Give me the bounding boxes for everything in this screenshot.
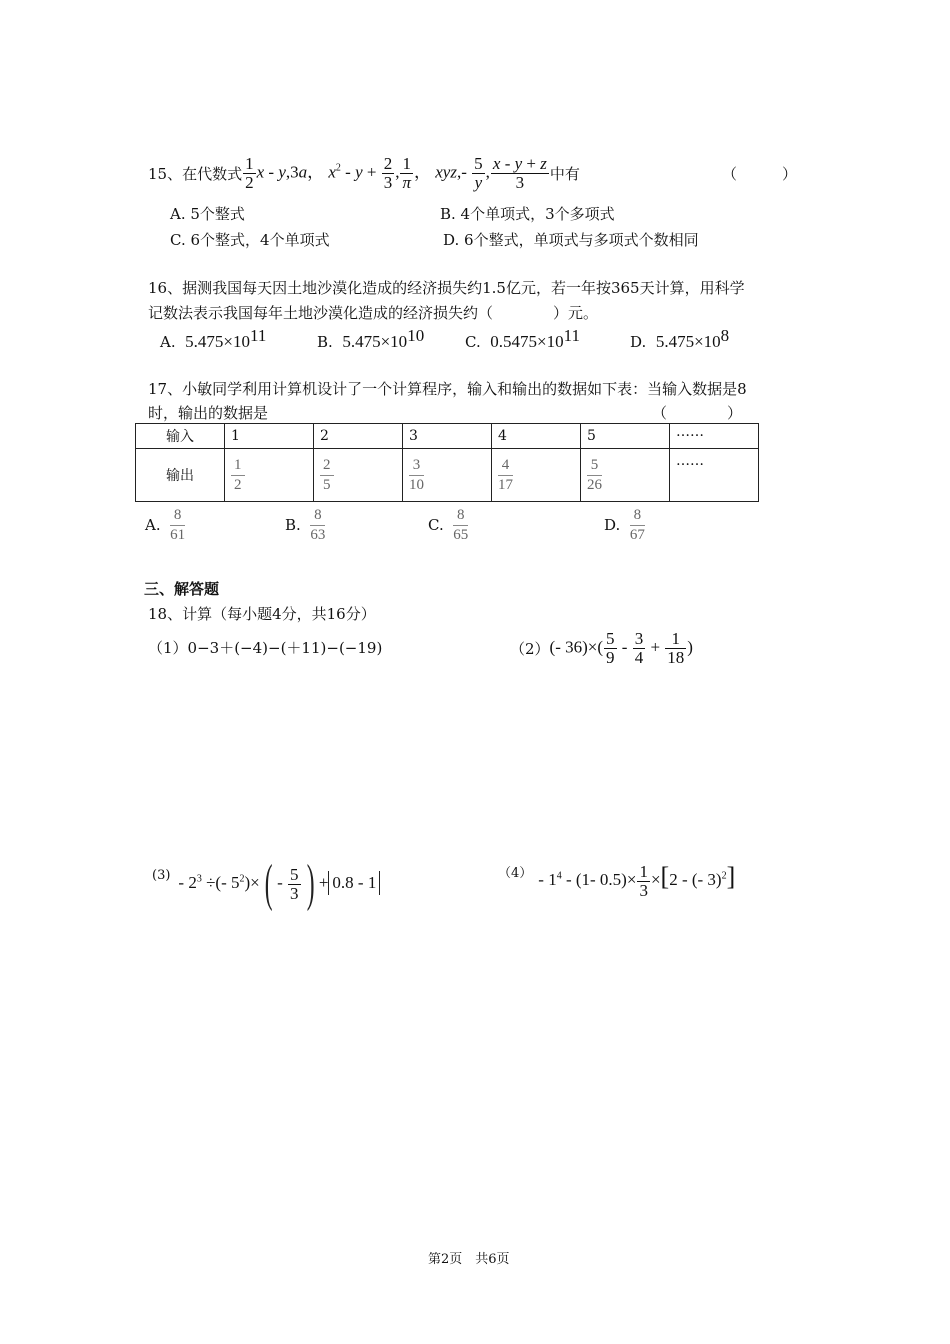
q15-expression: $\frac{1}{2}$ x - y,3a， $x^2$ - y + $\frac{2}{3}$ , $\frac{1}{\pi}$ ， xyz,- $\frac{5}{y}$ , $\frac{x - y + z}{3}$ <box>245 153 547 192</box>
table-row-output <box>136 449 759 502</box>
q17-line1: 17、小敏同学利用计算机设计了一个计算程序，输入和输出的数据如下表：当输入数据是8 <box>148 380 747 398</box>
q15-option-a: A. 5个整式 <box>170 205 245 223</box>
q17-option-a: A. 8 61 <box>145 507 186 543</box>
q18-part3: (3) - $2^3$ ÷(- $5^2)\times$( - $\frac{5}{3}$ ) + 0.8 - 1 <box>152 858 380 910</box>
input-cell: 5 <box>581 424 670 449</box>
q15-option-d: D. 6个整式，单项式与多项式个数相同 <box>443 231 699 249</box>
output-cell: $\frac{3}{10}$ <box>403 449 492 502</box>
output-ellipsis: …… <box>670 449 759 502</box>
q16-option-d: D. $5.475\times 10^8$ <box>630 326 730 351</box>
input-cell: 1 <box>225 424 314 449</box>
q15-suffix: 中有 <box>549 164 580 183</box>
q17-option-b: B. 8 63 <box>285 507 326 543</box>
q18-part2: （2） (- 36)×( $\frac{5}{9}$ - $\frac{3}{4}$ + $\frac{1}{18}$ ) <box>510 629 693 667</box>
input-cell: 4 <box>492 424 581 449</box>
output-cell: $\frac{5}{26}$ <box>581 449 670 502</box>
q15-option-b: B. 4个单项式，3个多项式 <box>440 205 615 223</box>
q17-option-d: D. 8 67 <box>604 507 645 543</box>
q17-line2: 时，输出的数据是 <box>148 404 269 422</box>
output-cell: $\frac{1}{2}$ <box>225 449 314 502</box>
q18-stem: 18、计算（每小题4分，共16分） <box>148 605 376 623</box>
input-label: 输入 <box>136 424 225 449</box>
q16-option-a: A. $5.475\times 10^{11}$ <box>160 326 267 351</box>
table-row-input <box>136 424 759 449</box>
q16-line1: 16、据测我国每天因土地沙漠化造成的经济损失约1.5亿元，若一年按365天计算，用科学 <box>148 279 745 297</box>
q15-stem <box>148 150 580 196</box>
q15-answer-paren: （ ） <box>722 165 798 183</box>
page-footer: 第2页 共6页 <box>428 1252 510 1267</box>
q18-part4: （4） - $1^4 - (1-$ 0.5)× $\frac{1}{3}$ ×[2 - (- 3)$^2$] <box>498 861 736 900</box>
io-table <box>135 423 759 502</box>
output-label: 输出 <box>136 449 225 502</box>
output-cell: $\frac{4}{17}$ <box>492 449 581 502</box>
input-ellipsis: …… <box>670 424 759 449</box>
q16-line2: 记数法表示我国每年土地沙漠化造成的经济损失约（ ）元。 <box>148 304 599 322</box>
q16-option-b: B. $5.475\times 10^{10}$ <box>317 326 425 351</box>
q17-option-c: C. 8 65 <box>428 507 469 543</box>
section-title: 三、解答题 <box>144 580 220 598</box>
input-cell: 2 <box>314 424 403 449</box>
q16-option-c: C. $0.5475\times 10^{11}$ <box>465 326 580 351</box>
output-cell: $\frac{2}{5}$ <box>314 449 403 502</box>
q17-answer-paren: （ ） <box>652 404 743 422</box>
q15-prefix: 15、在代数式 <box>148 164 243 183</box>
input-cell: 3 <box>403 424 492 449</box>
q18-part1: （1）0−3＋(−4)−(＋11)−(−19) <box>148 639 383 657</box>
q15-option-c: C. 6个整式，4个单项式 <box>170 231 330 249</box>
